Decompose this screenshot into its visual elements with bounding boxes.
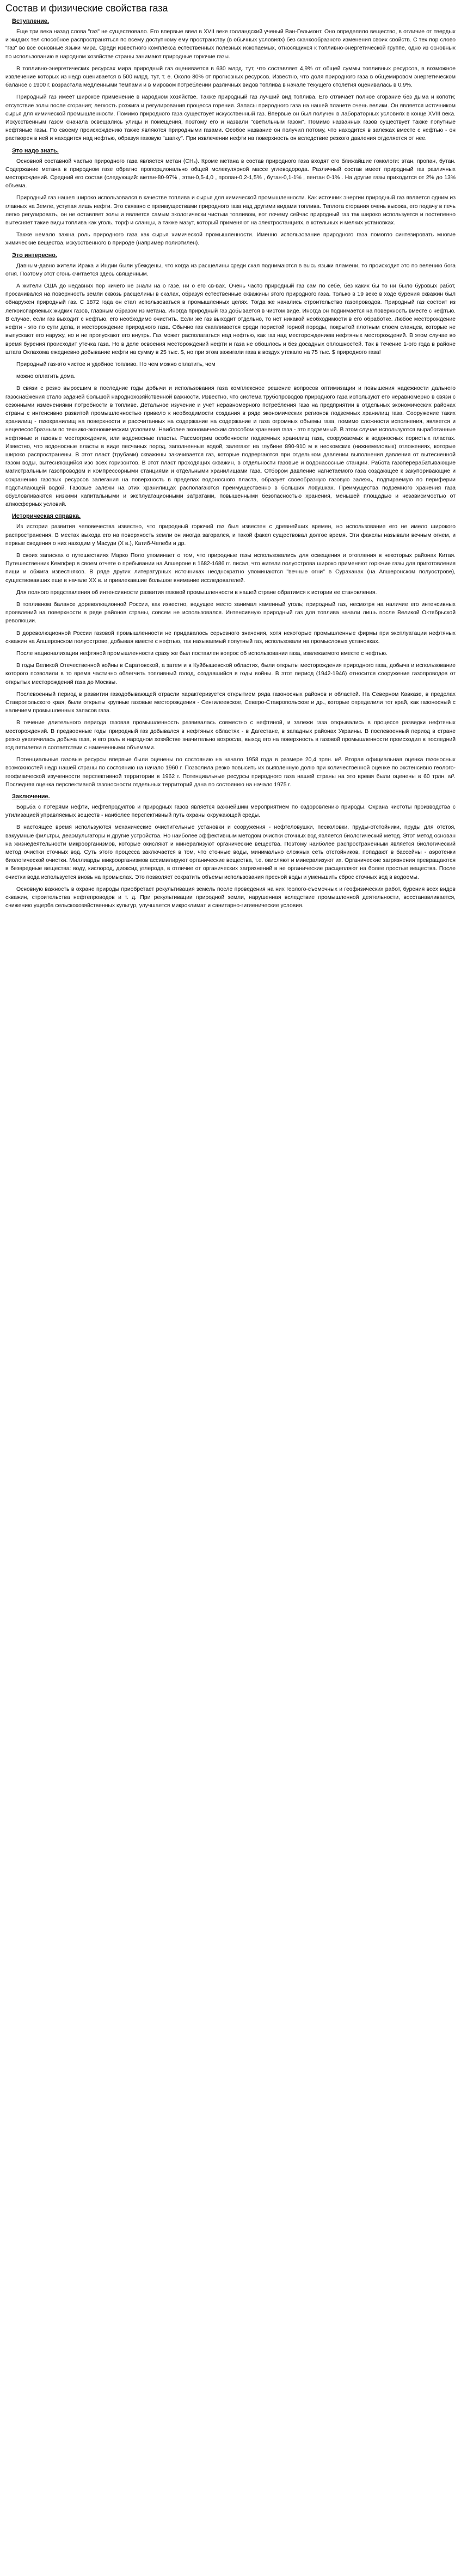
paragraph: В годы Великой Отечественной войны в Саратовской, а затем и в Куйбышевской областях, были открыты месторождения природного газа, добыча и использование которого позволили в то время частично облегчить топливный голод, создавшийся в годы войны. В этот период (1942-1946) относится сооружение газопроводов от открытых месторождений газа до Москвы. bbox=[5, 663, 456, 686]
paragraph: В топливном балансе дореволюционной России, как известно, ведущее место занимал каменный уголь; природный газ, несмотря на наличие его интенсивных проявлений на поверхности в ряде районов страны, совсем не использовался. Интенсивную природный газ для топлива начали лишь после Великой Октябрьской революции. bbox=[5, 601, 456, 625]
paragraph: А жители США до недавних пор ничего не знали на о газе, ни о его св-вах. Очень часто природный газ сам по себе, без каких бы то ни было буровых работ, просачивался на поверхность земли сквозь расщелины в скалах, образуя естественные скважины этого природного газа. Только в 19 веке в ходе бурения скважин был обнаружен природный газ. С 1872 года он стал использоваться в промышленных целях. Тогда же начались строительство газопроводов. Природный газ состоит из легкоиспаряемых жидких газов, главным образом из метана. Иногда природный газ добывается в чистом виде. Иногда он поднимается на поверхность вместе с нефтью. В случае, если газ выходит с нефтью, его необходимо очистить. Если же газ выходит отдельно, то нет никакой необходимости в его обработке. Любое месторождение нефти - это по сути дела, и месторождение природного газа. Обычно газ скапливается среди пористой горной породы, покрытой плотным слоем сланцев, которые не выпускают его наружу, но и не пропускают его внутрь. Газ может располагаться над нефтью, как газ над месторождением нефтяных месторождений. В этом случае во время бурения происходит утечка газа. Но в деле освоения месторождений нефти и газа не обошлось и без досадных оплошностей. Так в течение 1-ого года в районе штата Оклахома ежедневно добывание нефти на сумму в 25 тыс. $, но при этом зажигали газа в воздух утекало на 75 тыс. $ природного газа! bbox=[5, 283, 456, 356]
paragraph: Для полного представления об интенсивности развития газовой промышленности в нашей стране обратимся к истории ее становления. bbox=[16, 589, 377, 596]
paragraph: Послевоенный период в развитии газодобывающей отрасли характеризуется открытием ряда газоносных районов и областей. На Северном Кавказе, в пределах Ставропольского края, были открыты крупные газовые месторождения - Сенгилеевское, Северо-Ставропольское и др., которые определили тот край, как газоносный с наличием промышленных запасов газа. bbox=[5, 691, 456, 714]
paragraph: Борьба с потерями нефти, нефтепродуктов и природных газов является важнейшим мероприятием по оздоровлению природы. Охрана чистоты производства с утилизацией управляемых веществ - наиболее перспективный путь охраны окружающей среды. bbox=[5, 804, 456, 819]
section-heading: Заключение. bbox=[12, 793, 50, 800]
paragraph: Потенциальные газовые ресурсы впервые были оценены по состоянию на начало 1958 года в размере 20,4 трлн. м³. Вторая официальная оценка газоносных возможностей недр нашей страны по состоянию на начало 1960 г. Позволила резко повысить их выявленную долю при количественной оценке по экстенсивно геолого-геофизической изученности перспективной территории в 1962 г. Потенциальные ресурсы природного газа нашей страны на это время были оценены в 60 трлн. м³. Последняя оценка перспективной газоносности отдельных территорий дана по состоянию на начало 1975 г. bbox=[5, 757, 456, 788]
section-heading: Историческая справка. bbox=[12, 513, 81, 520]
paragraph: В течение длительного периода газовая промышленность развивалась совместно с нефтяной, и залежи газа открывались в процессе разведки нефтяных месторождений. В предвоенные годы природный газ добывался в нефтяных областях - в Дагестане, в западных районах Украины. В послевоенный период в стране резко увеличилась добыча газа, и его роль в народном хозяйстве значительно возросла, выход его на поверхность в газовой промышленности происходил в последний год пятилетки в соответствии с намеченными объемами. bbox=[5, 720, 456, 751]
section-heading: Это надо знать. bbox=[12, 147, 59, 154]
paragraph: Основной составной частью природного газа является метан (СН₄). Кроме метана в состав природного газа входят его ближайшие гомологи: этан, пропан, бутан. Содержание метана в природном газе обратно пропорционально общей молекулярной массе углеводорода. Различный состав имеет природный газ различных месторождений. Средний его состав (следующий: метан-80-97% , этан-0,5-4,0 , пропан-0,2-1,5% , бутан-0,1-1% , пентан 0-1% . На другие газы приходится от 2% до 13% объема. bbox=[5, 158, 456, 189]
paragraph: Основную важность в охране природы приобретает рекультивация земель после проведения на них геолого-съемочных и геофизических работ, бурения всех видов скважин, строительства нефтепроводов и т. д. При рекультивации природной земли, нарушенная вследствие промышленной деятельности, восстанавливается, снижению ущерба сельскохозяйственных культур, улучшается микроклимат и санитарно-гигиенические условия. bbox=[5, 886, 456, 909]
document bbox=[0, 0, 461, 919]
section-heading: Вступление. bbox=[12, 18, 50, 25]
section-heading: Это интересно. bbox=[12, 252, 57, 259]
paragraph: Природный газ-это чистое и удобное топливо. Но чем можно оплатить, чем bbox=[16, 361, 216, 368]
paragraph: В настоящее время используются механические очистительные установки и сооружения - нефтеловушки, песколовки, пруды-отстойники, пруды для отстоя, вакуумные фильтры, деаэмульгаторы и другие устройства. Но наиболее эффективным методом очистки сточных вод является биологический метод. Этот метод основан на жизнедеятельности микроорганизмов, которые окисляют и минерализуют органические вещества. Поэтому наиболее распространенным является биологический метод очистки сточных вод. Суть этого процесса заключается в том, что сточные воды, минимально сложных сеть отстойников, попадают в бассейны - аэротенки биологической очистки. Миллиарды микроорганизмов ассимилируют органические вещества, т.е. окисляют и минерализуют их. Органические загрязнения превращаются в безвредные вещества: воду, кислород, диоксид углерода, в отличие от органических загрязнений в не органические расщепляют на более простые вещества. После очистки вода используется вновь на промыслах. Это позволяет сократить объемы использования пресной воды и уменьшить сброс сточных вод в водоемы. bbox=[5, 824, 456, 880]
paragraph: После национализации нефтяной промышленности сразу же был поставлен вопрос об использовании газа, извлекаемого вместе с нефтью. bbox=[16, 651, 388, 657]
paragraph: Давным-давно жители Ирака и Индии были убеждены, что когда из расщелины среди скал поднимаются в высь языки пламени, то происходит это по велению бога огня. Поэтому этот огонь считается здесь священным. bbox=[5, 262, 456, 277]
paragraph: Также немало важна роль природного газа как сырья химической промышленности. Именно использование природного газа помогло синтезировать многие химические вещества, искусственного в природе (например полиэтилен). bbox=[5, 232, 456, 247]
paragraph: В дореволюционной России газовой промышленности не придавалось серьезного значения, хотя некоторые промышленные фирмы при эксплуатации нефтяных скважин на Апшеронском полуострове, добывая вместе с нефтью, так называемый попутный газ, использовали на промысловых установках. bbox=[5, 630, 456, 645]
paragraph: В своих записках о путешествиях Марко Поло упоминает о том, что природные газы использовались для освещения и отопления в некоторых районах Китая. Путешественник Кемпфер в своем отчете о пребывании на Апшероне в 1682-1686 гг. писал, что жители полуострова широко применяют горючие газы для приготовления пищи и обжига известняков. В ряде других литературных источниках неоднократно упоминаются "вечные огни" в Сураханах (на Апшеронском полуострове), существовавших еще в начале XX в. и привлекавшие большое внимание исследователей. bbox=[5, 552, 456, 584]
paragraph: можно оплатить дома. bbox=[16, 374, 76, 380]
paragraph: Природный газ имеет широкое применение в народном хозяйстве. Также природный газ лучший вид топлива. Его отличает полное сгорание без дыма и копоти; отсутствие золы после сгорания; легкость розжига и регулирования процесса горения. Запасы природного газа на нашей планете очень велики. Он является источником сырья для химической промышленности. Помимо природного газа существует искусственный газ. Впервые он был получен в лабораторных условиях в конце XVIII века. Искусственным газом сначала освещались улицы и помещения, поэтому его и назвали "светильным газом". Помимо названных газов существует также попутные нефтяные газы. По своему происхождению также являются природными газами. Особое название он получил потому, что находится в залежах вместе с нефтью - он растворен в ней и находится над нефтью, образуя газовую "шапку". При извлечении нефти на поверхность он вследствие резкого давления отделяется от нее. bbox=[5, 94, 456, 142]
paragraph: Еще три века назад слова "газ" не существовало. Его впервые ввел в XVII веке голландский ученый Ван-Гельмонт. Оно определяло вещество, в отличие от твердых и жидких тел способное распространяться по всему доступному ему пространству (в обычных условиях) без скачкообразного изменения своих свойств. С тех пор слово "газ" во все основные языки мира. Среди известного комплекса естественных полезных ископаемых, относящихся к топливно-энергетической группе, одно из основных по использованию в народном хозяйстве страны занимают природные горючие газы. bbox=[5, 29, 456, 60]
paragraph: В топливно-энергетических ресурсах мира природный газ оценивается в 630 млрд. тут, что составляет 4,9% от общей суммы топливных ресурсов, в возможное извлечение которых из недр оценивается в 500 млрд. тут, т. е. Около 80% от прогнозных ресурсов. Известно, что доля природного газа в общемировом энергетическом балансе с 1900 г. возрастала медленными темпами и в мировом потреблении различных видов топлива в начале текущего столетия оценивалась в 0,9%. bbox=[5, 65, 456, 89]
paragraph: В связи с резко выросшим в последние годы добычи и использования газа комплексное решение вопросов оптимизации и повышения надежности дальнего газоснабжения стало задачей большой народнохозяйственной важности. Известно, что система трубопроводов природного газа используют его неравномерно в связи с сезонными изменениями потребности в топливе. Детальное изучение и учет неравномерного потребления газа на предприятии в отдельных экономических районах страны с интенсивно развитой промышленностью привело к необходимости создания в ряде экономических регионов подземных хранилищ газа. Сооружение таких хранилищ - газохранилищ на поверхности и рассчитанных на содержание на содержание и газа огромных объемы газа, помимо сложности исполнения, является и нецелесообразным по технико-экономическим условиям. Наиболее экономическим способом хранения газа - это подземный. В этом случае используются выработанные нефтяные и газовые месторождения, или водоносные пласты. Рассмотрим особенности подземных хранилищ газа, сооружаемых в водоносных пористых пластах. Известно, что водоносные пласты в виде песчаных пород, заполненные водой, залегают на глубине 890-910 м в неокомских (нижнемеловых) отложениях, которые широко распространены. В этот пласт (трубами) скважины закачивается газ, которые подвергаются при отдельном давлении выполнения давления от вытесненной газом воды, вытесняющийся изо всех горизонтов. В этот пласт проходящих скважин, в отдельности газовые и водонасосные станции. Работа газоперерабатывающие магистральным газопроводом и компрессорными станциями и отдельными хранилищами газа. Отбором давление нагнетаемого газа создающее к закупоривающие и сохранению газовых ресурсов залегания на поверхность в пределах водоносного пласта, образует своеобразную газовую залежь, подпираемую по периферии подстилающей водой. Газовые залежи на этих хранилищах располагаются преимущественно в больших ловушках. Преимущества подземного хранения газа обусловливаются низкими капитальными и эксплуатационными затратами, повышенными безопасностью хранения, меньшей площадью и независимостью от атмосферных условий. bbox=[5, 386, 456, 508]
paragraph: Из истории развития человечества известно, что природный горючий газ был известен с древнейших времен, но использование его не имело широкого распространения. В местах выхода его на поверхность земли он иногда загорался, и такой факел существовал долгое время. Эти факелы называли вечным огнем, и первые сведения о них находим у Масуди (Х в.), Катиб-Челеби и др. bbox=[5, 524, 456, 547]
page-title: Состав и физические свойства газа bbox=[5, 3, 168, 14]
paragraph: Природный газ нашел широко использовался в качестве топлива и сырья для химической промышленности. Как источник энергии природный газ является одним из главных на Земле, уступая лишь нефти. Это связано с преимуществами природного газа над другими видами топлива. Теплота сгорания очень высока, его подачу в печь легко регулировать, он не оставляет золы и является самым экологически чистым топливом, вот почему сейчас природный газ так широко используется и постепенно вытесняет такие виды топлива как уголь, торф и сланцы, а также мазут, который применяют на электростанциях, в котельных и мелких установках. bbox=[5, 195, 456, 227]
document-body bbox=[5, 17, 456, 910]
